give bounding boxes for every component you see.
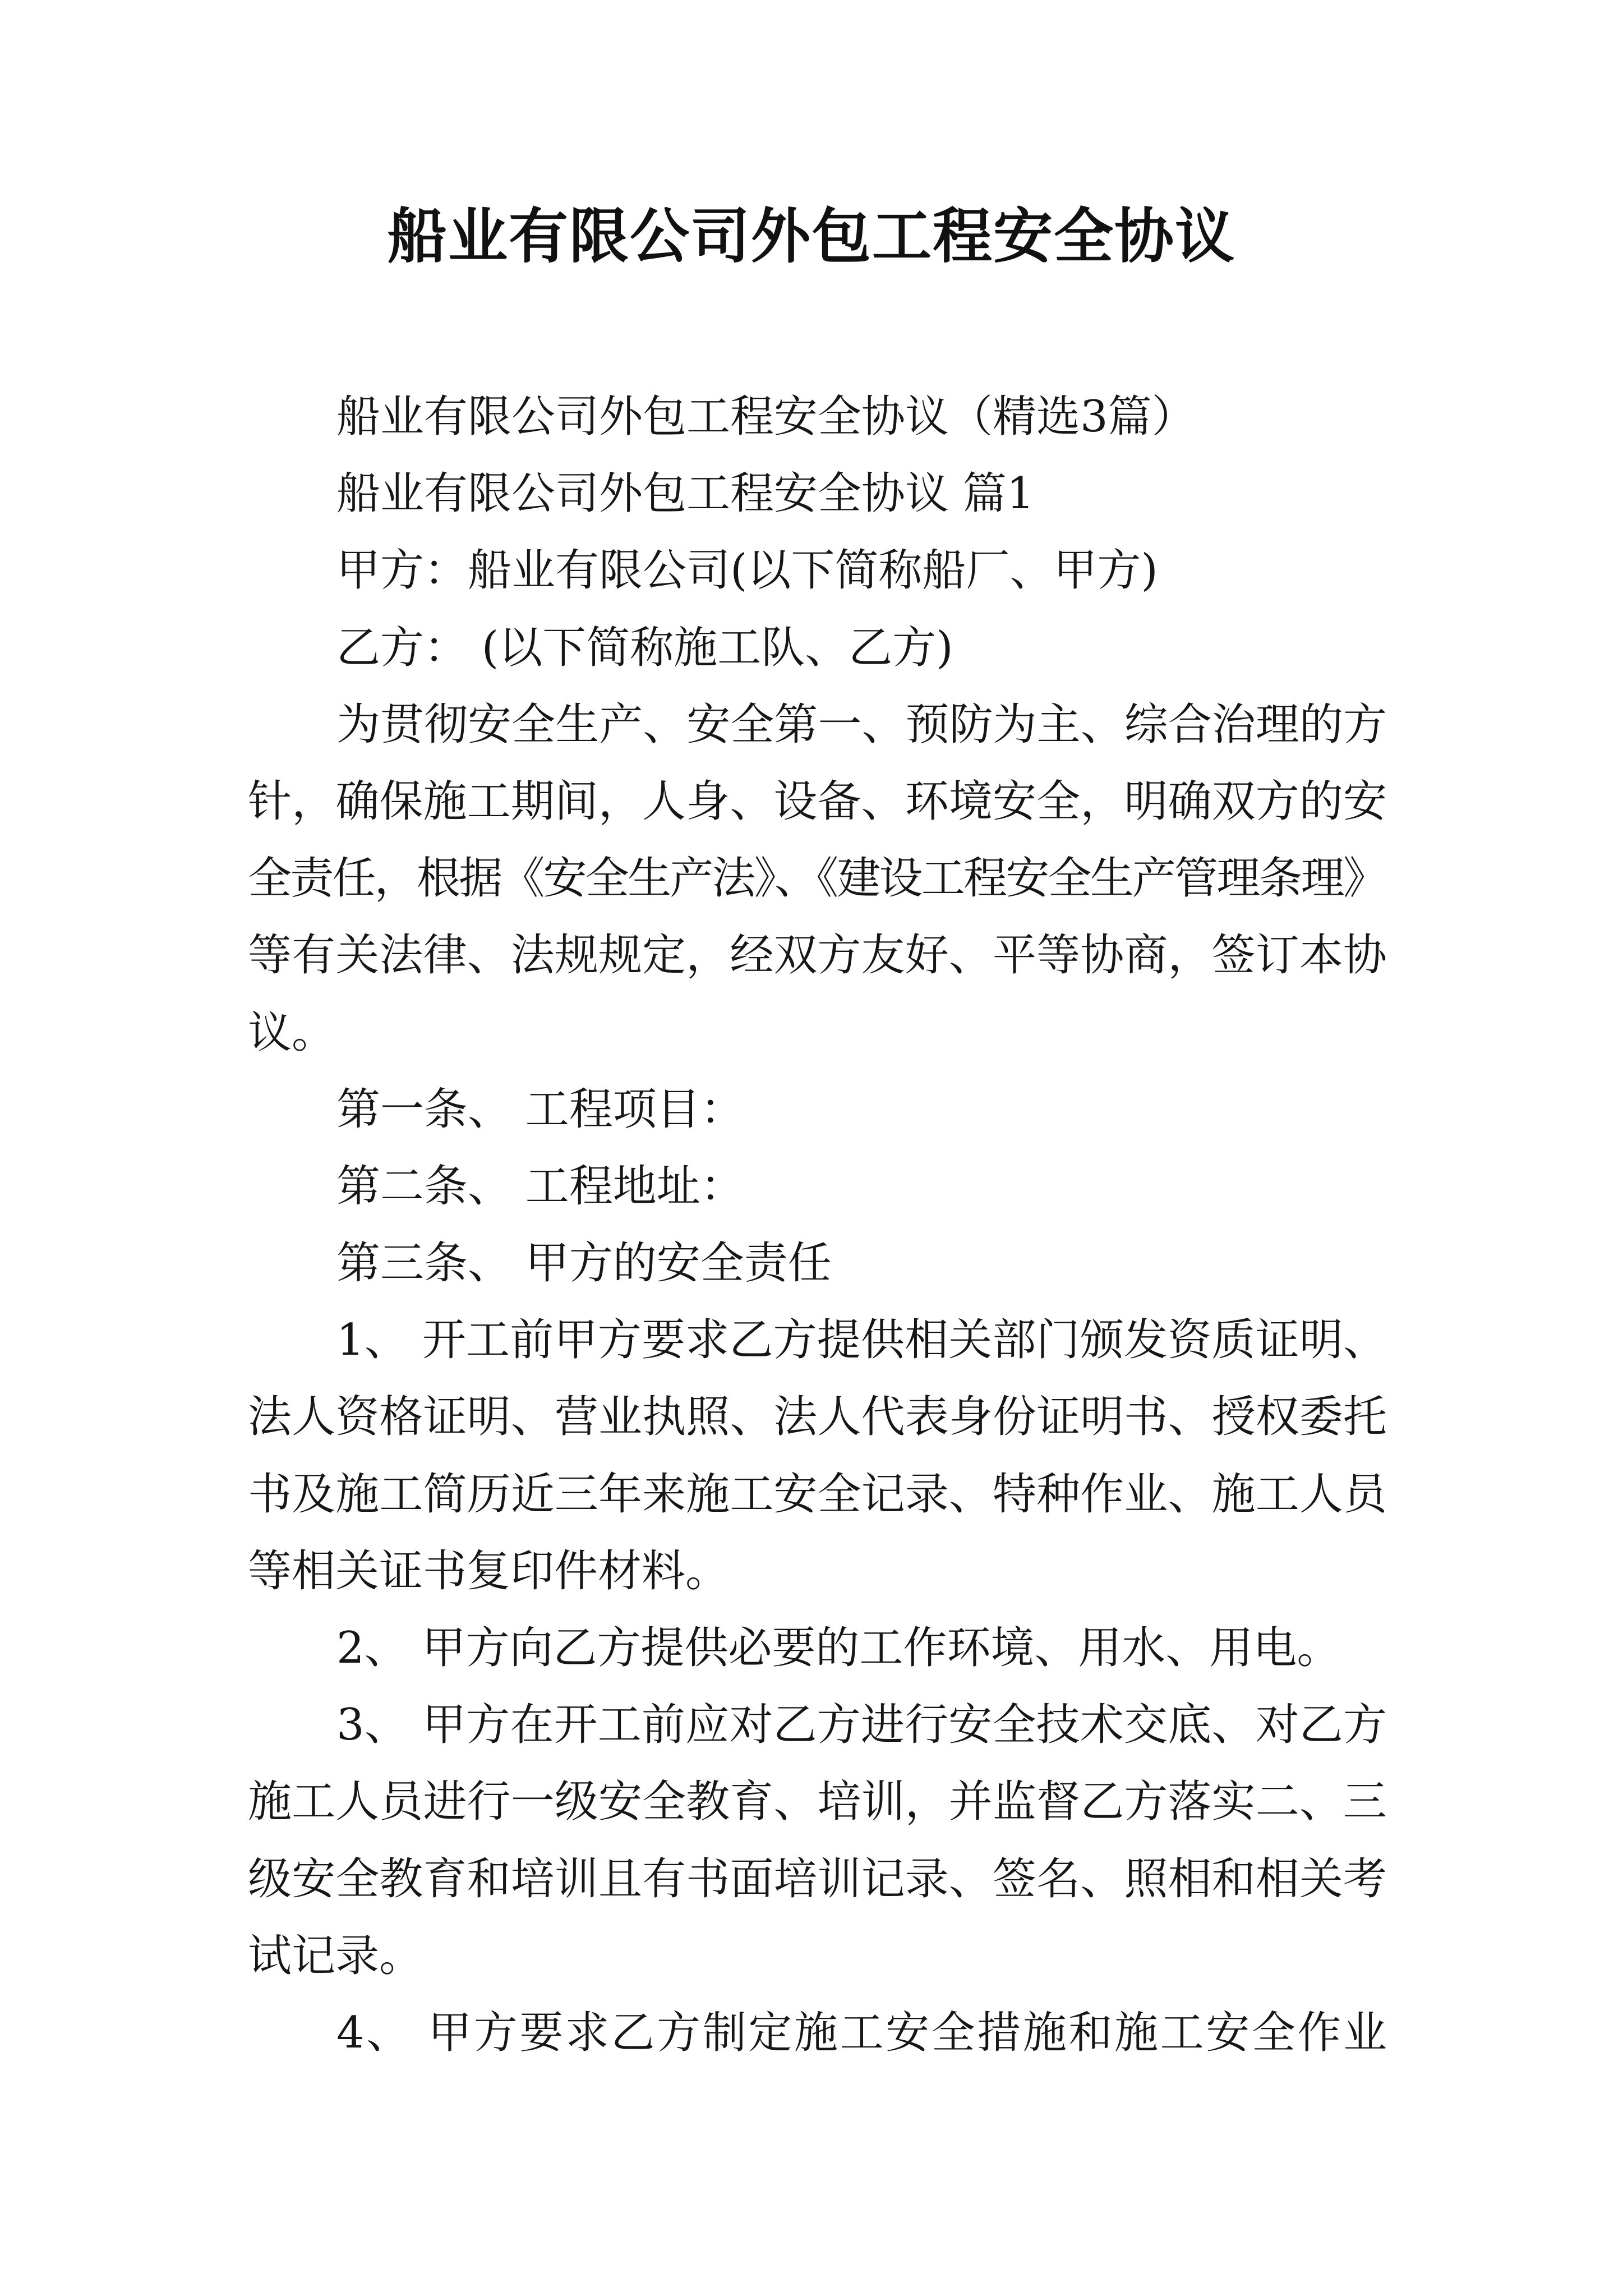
paragraph bbox=[248, 1148, 1387, 1225]
line-text: 为贯彻安全生产、安全第一、预防为主、综合治理的方 bbox=[336, 699, 1387, 750]
line-text: 议。 bbox=[248, 1007, 336, 1058]
paragraph-line bbox=[248, 532, 1387, 609]
paragraph-line bbox=[248, 1379, 1387, 1456]
line-text: 甲方：船业有限公司(以下简称船厂、甲方) bbox=[336, 545, 1158, 596]
line-text: 针，确保施工期间，人身、设备、环境安全，明确双方的安 bbox=[248, 776, 1387, 827]
line-text: 等有关法律、法规规定，经双方友好、平等协商，签订本协 bbox=[248, 930, 1387, 981]
line-text: 船业有限公司外包工程安全协议 篇1 bbox=[336, 468, 1035, 519]
line-text: 级安全教育和培训且有书面培训记录、签名、照相和相关考 bbox=[248, 1853, 1387, 1904]
line-text: 试记录。 bbox=[248, 1930, 423, 1981]
line-text: 船业有限公司外包工程安全协议（精选3篇） bbox=[336, 392, 1196, 442]
paragraph-line bbox=[248, 379, 1387, 455]
paragraph-line bbox=[248, 1841, 1387, 1918]
paragraph bbox=[248, 1687, 1387, 1995]
paragraph-line bbox=[248, 1687, 1387, 1764]
paragraph-line bbox=[248, 455, 1387, 532]
paragraph-line bbox=[248, 1533, 1387, 1610]
line-text: 第一条、 工程项目： bbox=[336, 1084, 744, 1135]
line-text: 施工人员进行一级安全教育、培训，并监督乙方落实二、三 bbox=[248, 1777, 1387, 1828]
paragraph-line bbox=[248, 610, 1387, 687]
line-text: 3、 甲方在开工前应对乙方进行安全技术交底、对乙方 bbox=[336, 1700, 1387, 1751]
paragraph-line bbox=[248, 1071, 1387, 1148]
line-text: 等相关证书复印件材料。 bbox=[248, 1545, 730, 1596]
line-text: 4、 甲方要求乙方制定施工安全措施和施工安全作业 bbox=[336, 2007, 1389, 2058]
paragraph bbox=[248, 455, 1387, 532]
paragraph-line bbox=[248, 917, 1387, 994]
line-text: 第二条、 工程地址： bbox=[336, 1161, 744, 1212]
paragraph-line bbox=[248, 1225, 1387, 1302]
paragraph-line bbox=[248, 1918, 1387, 1995]
paragraph-line bbox=[248, 1610, 1387, 1687]
paragraph-line bbox=[248, 763, 1387, 840]
page-title: 船业有限公司外包工程安全协议 bbox=[388, 201, 1235, 271]
line-text: 乙方： (以下简称施工队、乙方) bbox=[336, 622, 953, 673]
paragraph bbox=[248, 1995, 1387, 2072]
paragraph bbox=[248, 532, 1387, 609]
paragraph bbox=[248, 1225, 1387, 1302]
line-text: 法人资格证明、营业执照、法人代表身份证明书、授权委托 bbox=[248, 1392, 1387, 1443]
paragraph-line bbox=[248, 1995, 1387, 2072]
paragraph-line bbox=[248, 1148, 1387, 1225]
line-text: 第三条、 甲方的安全责任 bbox=[336, 1238, 832, 1289]
paragraph-line bbox=[248, 840, 1387, 917]
line-text: 2、 甲方向乙方提供必要的工作环境、用水、用电。 bbox=[336, 1623, 1341, 1673]
paragraph bbox=[248, 1071, 1387, 1148]
document-body bbox=[248, 379, 1387, 2072]
paragraph bbox=[248, 687, 1387, 1071]
paragraph-line bbox=[248, 1764, 1387, 1841]
line-text: 1、 开工前甲方要求乙方提供相关部门颁发资质证明、 bbox=[336, 1315, 1387, 1366]
paragraph bbox=[248, 610, 1387, 687]
line-text: 书及施工简历近三年来施工安全记录、特种作业、施工人员 bbox=[248, 1469, 1387, 1520]
paragraph-line bbox=[248, 1302, 1387, 1379]
paragraph bbox=[248, 1302, 1387, 1610]
paragraph bbox=[248, 379, 1387, 455]
paragraph-line bbox=[248, 687, 1387, 763]
paragraph-line bbox=[248, 1456, 1387, 1533]
paragraph bbox=[248, 1610, 1387, 1687]
line-text: 全责任，根据《安全生产法》、《建设工程安全生产管理条理》 bbox=[248, 853, 1386, 904]
paragraph-line bbox=[248, 995, 1387, 1071]
